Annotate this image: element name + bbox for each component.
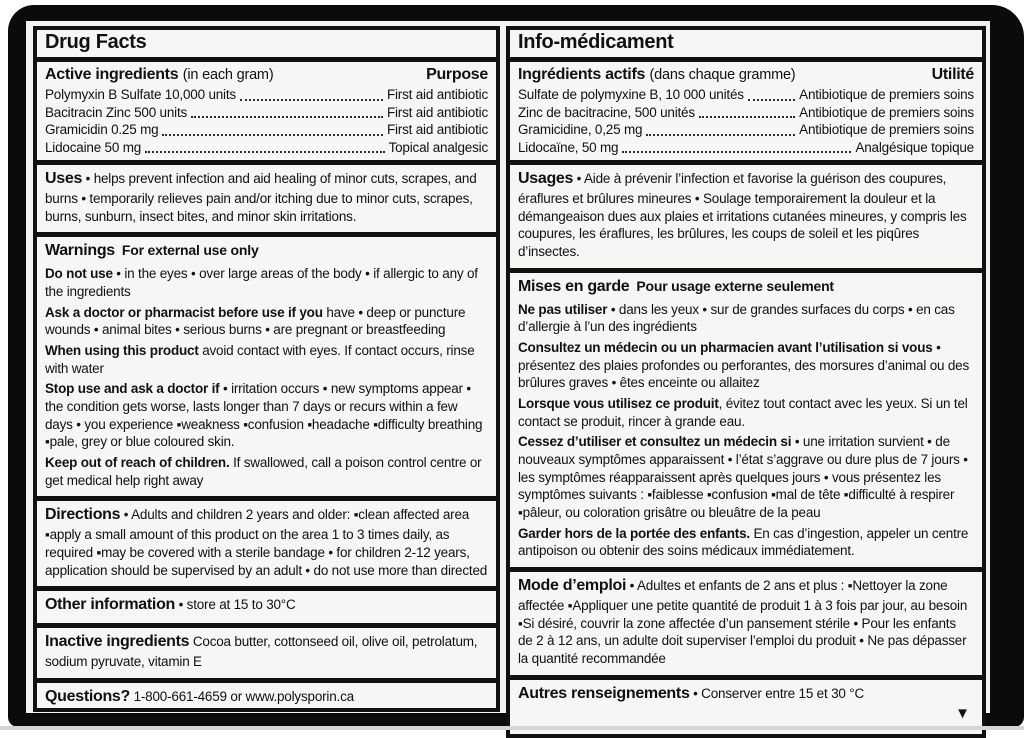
section-directions <box>37 496 496 586</box>
paragraph <box>45 169 488 225</box>
body-text: avoid contact with eyes. If contact occurs, rinse with water <box>45 342 475 376</box>
section-other-information <box>37 586 496 623</box>
dotted-leader <box>191 116 383 118</box>
section-subtitle: Pour usage externe seulement <box>636 277 834 294</box>
bold-text: Cessez d’utiliser et consultez un médecin si <box>518 434 792 450</box>
section-title: Other information <box>45 596 176 614</box>
package-bottom-edge <box>0 726 1024 730</box>
paragraph <box>45 595 488 616</box>
dotted-leader <box>240 99 383 101</box>
ingredient-name: Lidocaine 50 mg <box>45 139 142 155</box>
ingredient-purpose: Antibiotique de premiers soins <box>799 122 974 137</box>
ingredient-row <box>45 139 488 157</box>
body-text: • helps prevent infection and aid healing of minor cuts, scrapes, and burns • temporarily relieves pain and/or itching due to minor cuts, scrapes, burns, sunburn, insect bites, and minor skin irritations. <box>45 171 477 224</box>
paragraph <box>45 454 488 489</box>
ingredient-row <box>518 86 974 104</box>
ingredient-row <box>518 139 974 157</box>
ingredients-title: Active ingredients <box>45 66 179 83</box>
section-usages <box>510 160 982 268</box>
body-text: En cas d’ingestion, appeler un centre antipoison ou obtenir des soins médicaux immédiatement. <box>518 525 969 559</box>
body-text: , évitez tout contact avec les yeux. Si un tel contact se produit, rincer à grande eau. <box>518 395 968 429</box>
ingredient-row <box>45 104 488 122</box>
section-title: Usages <box>518 170 574 187</box>
body-text: • présentez des plaies profondes ou perforantes, des morsures d’animal ou des brûlures graves • êtes enceinte ou allaitez <box>518 339 970 391</box>
bold-text: Keep out of reach of children. <box>45 454 230 470</box>
paragraph <box>45 505 488 579</box>
panel-title-en: Drug Facts <box>45 31 147 53</box>
section-title: Inactive ingredients <box>45 633 190 651</box>
bold-text: Consultez un médecin ou un pharmacien avant l’utilisation si vous <box>518 339 933 355</box>
ingredient-name: Zinc de bacitracine, 500 unités <box>518 104 695 120</box>
body-text: • dans les yeux • sur de grandes surfaces du corps • en cas d’allergie à l’un des ingrédients <box>518 301 955 335</box>
body-text: • Adultes et enfants de 2 ans et plus : ▪Nettoyer la zone affectée ▪Appliquer une petite quantité de produit 1 à 3 fois par jour, au besoin ▪Si désiré, couvrir la zone affectée d’un pansement stérile • Pour les enfants de 2 à 12 ans, un adulte doit superviser l’emploi du produit • Ne pas dépasser la quantité recommandée <box>518 578 968 666</box>
drug-facts-panel <box>33 26 500 712</box>
body-text: Cocoa butter, cottonseed oil, olive oil, petrolatum, sodium pyruvate, vitamin E <box>45 634 478 670</box>
dotted-leader <box>646 134 795 136</box>
ingredient-row <box>45 121 488 139</box>
body-text: • Adults and children 2 years and older: ▪clean affected area ▪apply a small amount of this product on the area 1 to 3 times daily, as required ▪may be covered with a sterile bandage • for children 2-12 years, application should be supervised by an adult • do not use more than directed <box>45 507 488 578</box>
section-title: Uses <box>45 170 83 187</box>
paragraph <box>518 395 974 430</box>
ingredient-purpose: First aid antibiotic <box>386 122 488 137</box>
paragraph <box>518 301 974 336</box>
ingredient-purpose: Topical analgesic <box>388 139 488 155</box>
purpose-heading: Utilité <box>931 66 974 83</box>
ingredient-purpose: Antibiotique de premiers soins <box>799 87 974 102</box>
ingredient-name: Gramicidin 0.25 mg <box>45 122 159 137</box>
bold-text: Lorsque vous utilisez ce produit <box>518 395 719 411</box>
section-mode-demploi <box>510 567 982 675</box>
ingredient-row <box>518 121 974 139</box>
ingredient-purpose: Analgésique topique <box>855 139 974 155</box>
paragraph <box>518 525 974 560</box>
bold-text: Stop use and ask a doctor if <box>45 381 220 397</box>
ingredient-purpose: First aid antibiotic <box>386 87 488 102</box>
section-questions <box>37 678 496 712</box>
paragraph <box>518 339 974 392</box>
paragraph <box>45 304 488 339</box>
panel-title-fr: Info-médicament <box>518 31 674 53</box>
paragraph <box>518 277 974 298</box>
section-subtitle: For external use only <box>121 242 259 259</box>
ingredient-rows <box>45 86 488 156</box>
ingredient-name: Lidocaïne, 50 mg <box>518 139 619 155</box>
ingredient-name: Polymyxin B Sulfate 10,000 units <box>45 87 236 102</box>
ingredient-purpose: Antibiotique de premiers soins <box>799 104 974 120</box>
info-medicament-panel <box>506 26 986 738</box>
body-text: • in the eyes • over large areas of the body • if allergic to any of the ingredients <box>45 266 478 299</box>
bold-text: Ask a doctor or pharmacist before use if you <box>45 304 323 320</box>
section-title: Warnings <box>45 242 115 260</box>
body-text: If swallowed, call a poison control centre or get medical help right away <box>45 454 482 488</box>
paragraph <box>45 380 488 451</box>
ingredients-heading <box>45 66 273 84</box>
bold-text: Ne pas utiliser <box>518 301 608 317</box>
section-warnings <box>37 232 496 496</box>
bold-text: Garder hors de la portée des enfants. <box>518 525 750 541</box>
dotted-leader <box>699 116 795 118</box>
paragraph <box>45 632 488 671</box>
body-text: • store at 15 to 30°C <box>175 597 296 613</box>
paragraph <box>518 169 974 261</box>
section-title: Autres renseignements <box>518 684 690 702</box>
paragraph <box>45 687 488 708</box>
ingredient-name: Bacitracin Zinc 500 units <box>45 104 188 120</box>
body-text: • irritation occurs • new symptoms appear • the condition gets worse, lasts longer than 7 days or recurs within a few days • you experience ▪weakness ▪confusion ▪headache ▪difficulty breathing ▪pale, grey or blue coloured skin. <box>45 381 483 450</box>
dotted-leader <box>622 151 851 153</box>
ingredient-purpose: First aid antibiotic <box>386 104 488 120</box>
dotted-leader <box>145 151 385 153</box>
ingredients-heading-row <box>45 66 488 84</box>
ingredient-name: Gramicidine, 0,25 mg <box>518 122 643 137</box>
ingredient-row <box>518 104 974 122</box>
paragraph <box>518 576 974 668</box>
body-text: • Aide à prévenir l’infection et favorise la guérison des coupures, éraflures et brûlures mineures • Soulage temporairement la douleur et la démangeaison dues aux plaies et irritations cutanées mineures, y compris les coupures, les éraflures, les brûlures, les coups de soleil et les piqûres d’insectes. <box>518 171 967 259</box>
continuation-arrow-icon: ▼ <box>955 704 970 722</box>
bold-text: When using this product <box>45 342 199 358</box>
body-text: have • deep or puncture wounds • animal bites • serious burns • are pregnant or breastfeeding <box>45 304 466 338</box>
dotted-leader <box>162 134 383 136</box>
body-text: • Conserver entre 15 et 30 °C <box>689 685 865 701</box>
dotted-leader <box>748 99 795 101</box>
section-ingredients-actifs <box>510 57 982 160</box>
bold-text: Do not use <box>45 266 113 282</box>
purpose-heading: Purpose <box>426 66 488 83</box>
section-title: Directions <box>45 506 121 524</box>
body-text: • une irritation survient • de nouveaux symptômes apparaissent • l’état s’aggrave ou dure plus de 7 jours • les symptômes réapparaissent après quelques jours • vous présentez les symptômes suivants : ▪faiblesse ▪confusion ▪mal de tête ▪difficulté à respirer ▪pâleur, ou coloration grisâtre ou bleuâtre de la peau <box>518 434 968 520</box>
paragraph <box>45 265 488 300</box>
ingredients-note: (dans chaque gramme) <box>649 67 796 83</box>
paragraph <box>45 342 488 377</box>
ingredients-heading-row <box>518 66 974 84</box>
section-inactive-ingredients <box>37 623 496 678</box>
body-text: 1-800-661-4659 or www.polysporin.ca <box>130 688 354 704</box>
section-uses <box>37 160 496 232</box>
ingredient-row <box>45 86 488 104</box>
section-title: Mode d’emploi <box>518 577 627 594</box>
section-title: Mises en garde <box>518 277 630 295</box>
ingredient-rows <box>518 86 974 156</box>
paragraph <box>45 241 488 262</box>
ingredients-note: (in each gram) <box>182 67 274 83</box>
section-active-ingredients <box>37 57 496 160</box>
section-title: Questions? <box>45 687 131 705</box>
section-mises-en-garde <box>510 268 982 567</box>
ingredients-heading <box>518 66 795 84</box>
ingredient-name: Sulfate de polymyxine B, 10 000 unités <box>518 87 744 102</box>
paragraph <box>518 684 974 705</box>
paragraph <box>518 433 974 521</box>
ingredients-title: Ingrédients actifs <box>518 66 646 83</box>
